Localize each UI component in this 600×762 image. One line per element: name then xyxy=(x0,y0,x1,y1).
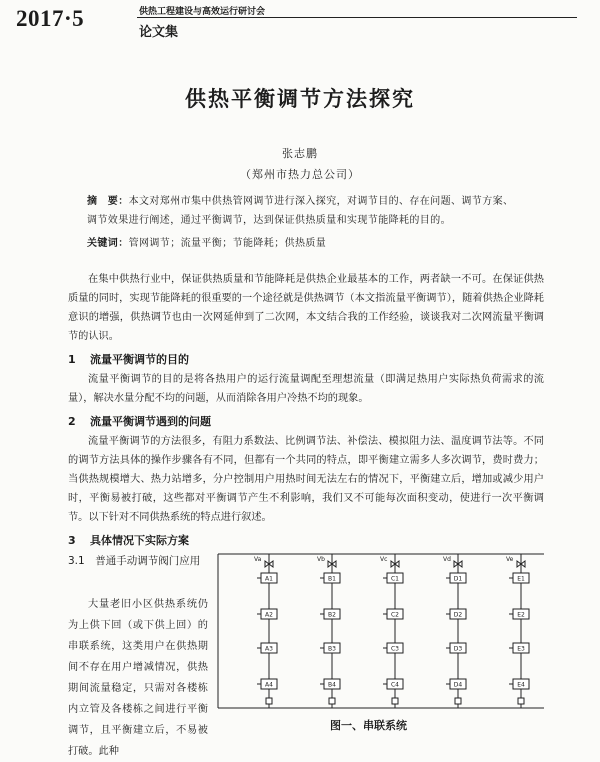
radiator-label: C1 xyxy=(390,575,400,583)
radiator-label: A1 xyxy=(265,575,273,583)
radiator-label: D2 xyxy=(453,611,463,619)
bottom-fitting xyxy=(455,698,461,704)
radiator-label: D3 xyxy=(453,645,463,653)
radiator-label: D1 xyxy=(453,575,463,583)
series-system-figure xyxy=(214,548,558,716)
radiator-label: C4 xyxy=(390,681,400,689)
section-2-heading xyxy=(68,413,211,429)
keywords-text: 管网调节；流量平衡；节能降耗；供热质量 xyxy=(128,238,327,249)
figure-caption: 图一、串联系统 xyxy=(330,719,407,732)
subsection-3-1-title: 普通手动调节阀门应用 xyxy=(95,555,201,567)
valve-label: Ve xyxy=(506,556,514,563)
section-3-heading xyxy=(68,532,189,548)
radiator-label: E3 xyxy=(517,645,525,653)
keywords xyxy=(87,234,523,249)
section-2-title: 流量平衡调节遇到的问题 xyxy=(90,415,211,428)
section-2-number: 2 xyxy=(68,415,76,428)
keywords-label: 关键词： xyxy=(87,238,129,249)
section-2-paragraph: 流量平衡调节的方法很多，有阻力系数法、比例调节法、补偿法、模拟阻力法、温度调节法等。不同的调节方法具体的操作步骤各有不同，但都有一个共同的特点，即平衡建立需多人多次调节，费时费力；当供热规模增大、热力站增多，分户控制用户用热时间无法左右的情况下，平衡建立后，增加或减少用户时，平衡易被打破，这些都对平衡调节产生不利影响，我们又不可能每次面积变动，使进行一次平衡调节。以下针对不同供热系统的特点进行叙述。 xyxy=(68,436,544,523)
valve-label: Vd xyxy=(443,556,451,563)
abstract xyxy=(87,192,523,230)
section-1-paragraph: 流量平衡调节的目的是将各热用户的运行流量调配至理想流量（即满足热用户实际热负荷需求的流量），解决水量分配不均的问题，从而消除各用户冷热不均的现象。 xyxy=(68,374,544,404)
intro-paragraph: 在集中供热行业中，保证供热质量和节能降耗是供热企业最基本的工作，两者缺一不可。在保证供热质量的同时，实现节能降耗的很重要的一个途径就是供热调节（本文指流量平衡调节），随着供热企业降耗意识的增强，供热调节也由一次网延伸到了二次网，本文结合我的工作经验，谈谈我对二次网流量平衡调节的认识。 xyxy=(68,274,544,342)
radiator-label: E1 xyxy=(517,575,525,583)
subsection-3-1-heading xyxy=(68,551,210,571)
radiator-label: E4 xyxy=(517,681,525,689)
author: 张志鹏 xyxy=(282,147,318,160)
abstract-text: 本文对郑州市集中供热管网调节进行深入探究，对调节目的、存在问题、调节方案、调节效果进行阐述，通过平衡调节，达到保证供热质量和实现节能降耗的目的。 xyxy=(87,196,514,226)
journal-issue: 2017·5 xyxy=(16,6,85,31)
radiator-label: C2 xyxy=(390,611,400,619)
radiator-label: A4 xyxy=(265,681,273,689)
section-3-title: 具体情况下实际方案 xyxy=(90,534,189,547)
conference-name: 供热工程建设与高效运行研讨会 xyxy=(139,7,266,17)
bottom-fitting xyxy=(518,698,524,704)
bottom-fitting xyxy=(392,698,398,704)
radiator-label: B1 xyxy=(328,575,336,583)
valve-label: Vc xyxy=(380,556,388,563)
section-label: 论文集 xyxy=(139,25,179,40)
radiator-label: D4 xyxy=(453,681,463,689)
radiator-label: B3 xyxy=(328,645,336,653)
radiator-label: A3 xyxy=(265,645,273,653)
radiator-label: A2 xyxy=(265,611,273,619)
radiator-label: C3 xyxy=(390,645,400,653)
radiator-label: B4 xyxy=(328,681,336,689)
affiliation: （郑州市热力总公司） xyxy=(240,168,360,181)
valve-label: Vb xyxy=(317,556,325,563)
section-3-1-paragraph: 大量老旧小区供热系统仍为上供下回（或下供上回）的串联系统，这类用户在供热期间不存在用户增减情况，供热期间流量稳定，只需对各楼栋内立管及各楼栋之间进行平衡调节，且平衡建立后，不易被打破。此种 xyxy=(68,599,208,757)
section-3-number: 3 xyxy=(68,534,76,547)
paper-title: 供热平衡调节方法探究 xyxy=(185,86,415,111)
radiator-label: E2 xyxy=(517,611,525,619)
bottom-fitting xyxy=(266,698,272,704)
bottom-fitting xyxy=(329,698,335,704)
subsection-3-1-number: 3.1 xyxy=(68,555,85,567)
section-1-number: 1 xyxy=(68,353,76,366)
header-rule xyxy=(137,17,577,18)
valve-label: Va xyxy=(254,556,262,563)
section-1-title: 流量平衡调节的目的 xyxy=(90,353,189,366)
abstract-label: 摘 要： xyxy=(87,196,129,207)
radiator-label: B2 xyxy=(328,611,336,619)
section-1-heading xyxy=(68,351,189,367)
